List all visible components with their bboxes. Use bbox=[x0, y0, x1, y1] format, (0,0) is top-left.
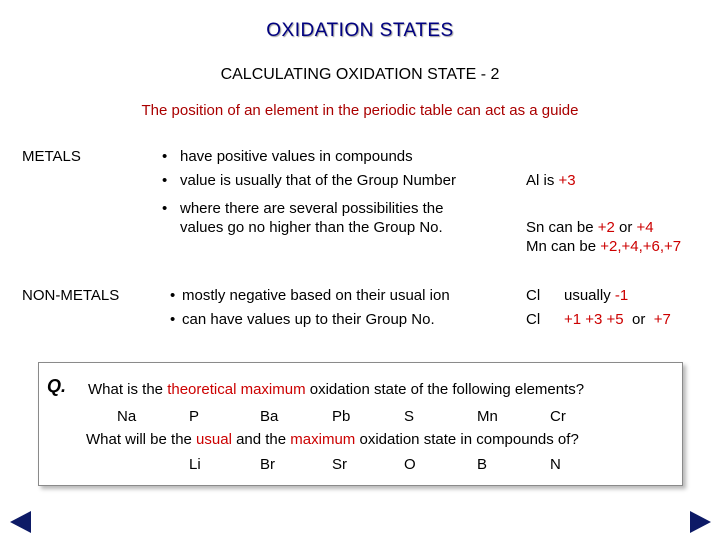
guide-text: The position of an element in the periodic table can act as a guide bbox=[141, 102, 579, 119]
question-line-2: What will be the usual and the maximum oxidation state in compounds of? bbox=[86, 431, 579, 448]
metals-bullet-1: • have positive values in compounds bbox=[162, 148, 413, 165]
element-sr: Sr bbox=[332, 456, 347, 473]
element-s: S bbox=[404, 408, 415, 425]
metals-label: METALS bbox=[22, 148, 81, 165]
element-mn: Mn bbox=[477, 408, 498, 425]
sn-example: Sn can be +2 or +4 bbox=[526, 219, 654, 236]
nonmetals-bullet-2: • can have values up to their Group No. bbox=[170, 311, 435, 328]
page-title: OXIDATION STATES bbox=[266, 20, 454, 41]
cl-values: +1 +3 +5 or +7 bbox=[564, 311, 671, 328]
element-na: Na bbox=[117, 408, 137, 425]
question-line-1: What is the theoretical maximum oxidation state of the following elements? bbox=[88, 381, 585, 398]
nonmetals-bullet-1: • mostly negative based on their usual ion bbox=[170, 287, 450, 304]
element-cr: Cr bbox=[550, 408, 566, 425]
al-example: Al is +3 bbox=[526, 172, 576, 189]
next-slide-icon[interactable] bbox=[690, 511, 711, 533]
mn-example: Mn can be +2,+4,+6,+7 bbox=[526, 238, 682, 255]
cl-symbol-1: Cl bbox=[526, 287, 541, 304]
metals-bullet-3-cont: values go no higher than the Group No. bbox=[180, 219, 443, 236]
element-n: N bbox=[550, 456, 561, 473]
previous-slide-icon[interactable] bbox=[10, 511, 31, 533]
question-label: Q. bbox=[47, 376, 67, 396]
cl-symbol-2: Cl bbox=[526, 311, 541, 328]
page-subtitle: CALCULATING OXIDATION STATE - 2 bbox=[220, 66, 500, 83]
metals-bullet-2: • value is usually that of the Group Number bbox=[162, 172, 456, 189]
element-p: P bbox=[189, 408, 200, 425]
cl-usual: usually -1 bbox=[564, 287, 629, 304]
metals-bullet-3: • where there are several possibilities the bbox=[162, 200, 444, 217]
nonmetals-label: NON-METALS bbox=[22, 287, 120, 304]
element-pb: Pb bbox=[332, 408, 351, 425]
element-b: B bbox=[477, 456, 488, 473]
element-ba: Ba bbox=[260, 408, 279, 425]
element-li: Li bbox=[189, 456, 201, 473]
element-o: O bbox=[404, 456, 416, 473]
element-br: Br bbox=[260, 456, 275, 473]
